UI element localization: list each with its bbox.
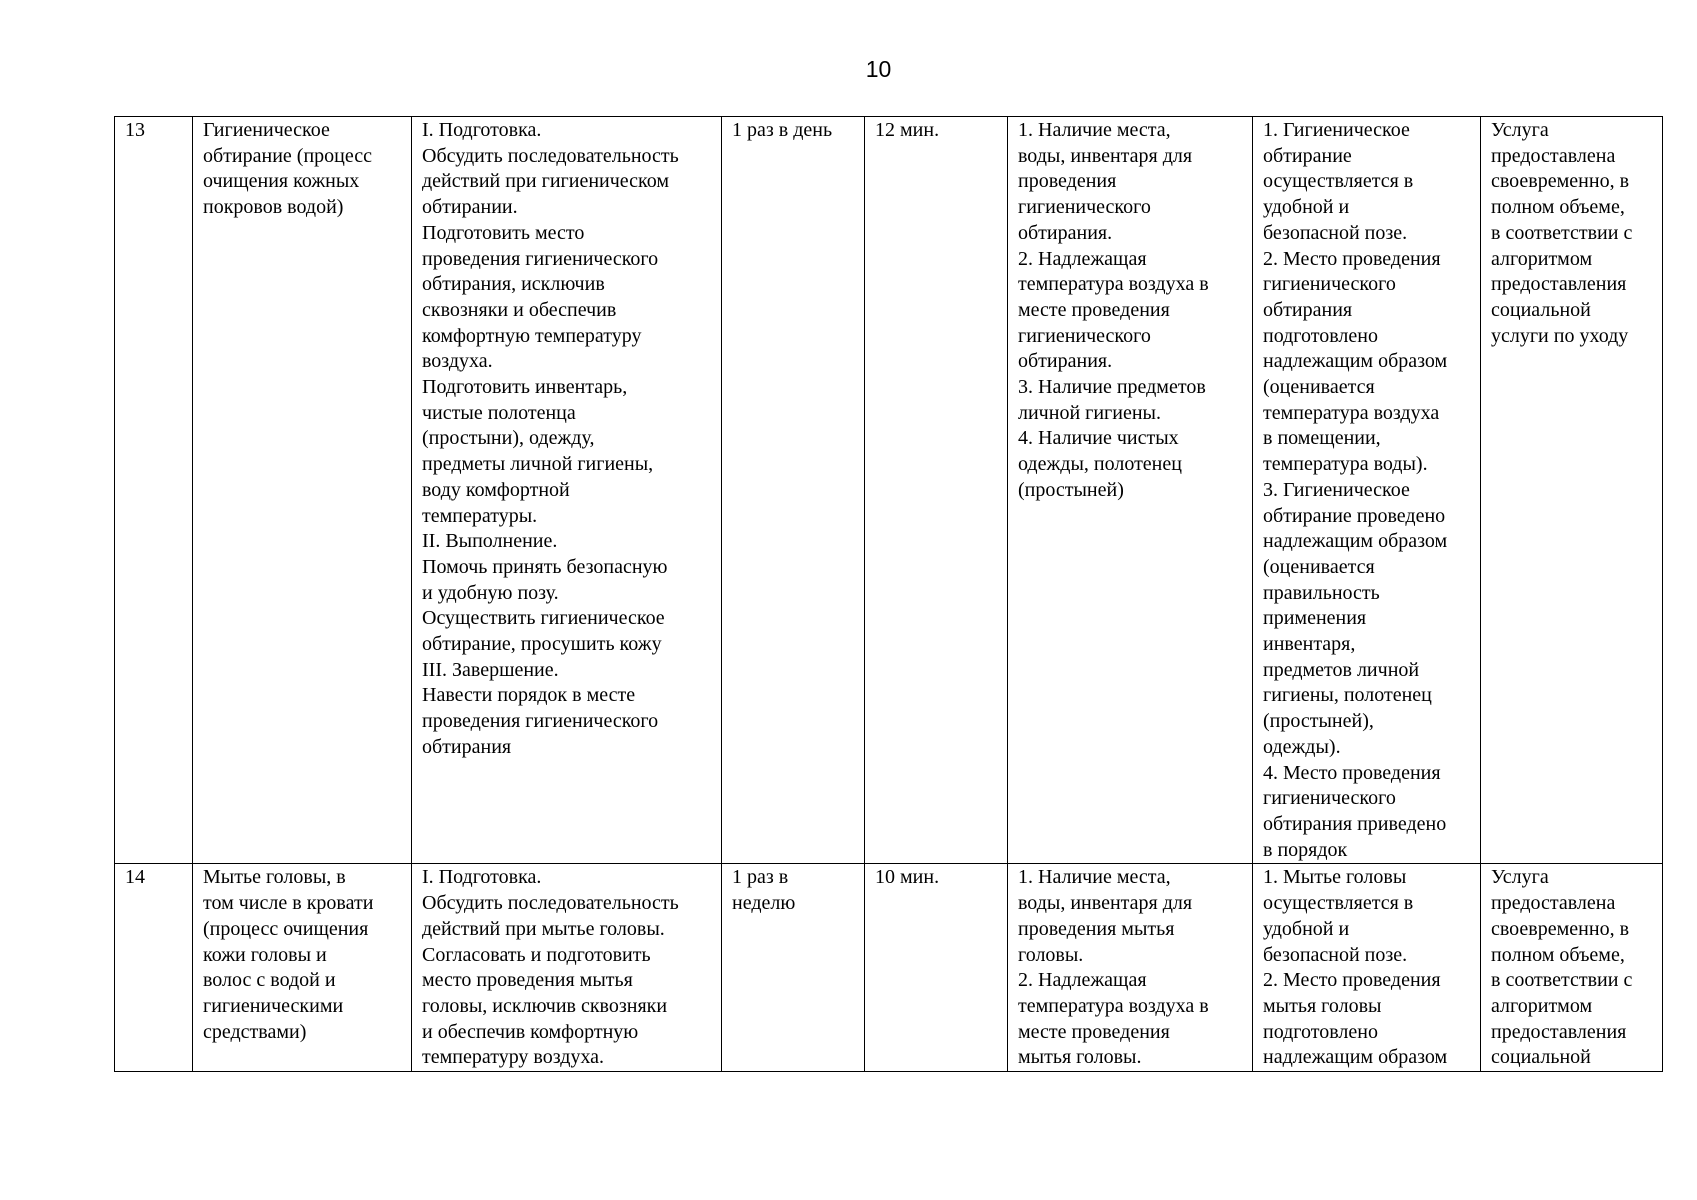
text-line: и удобную позу. <box>422 581 559 604</box>
text-line: удобной и <box>1263 196 1350 219</box>
page-number: 10 <box>865 56 892 82</box>
text-line: личной гигиены. <box>1018 401 1161 424</box>
text-line: гигиенического <box>1018 324 1151 347</box>
row-number-cell <box>115 117 193 864</box>
conditions-cell <box>1008 864 1253 1072</box>
text-line: надлежащим образом <box>1263 1046 1448 1069</box>
text-line: месте проведения <box>1018 1020 1170 1043</box>
text-line: волос с водой и <box>203 969 336 992</box>
text-line: (простыней), <box>1263 710 1374 733</box>
text-line: (процесс очищения <box>203 917 369 940</box>
text-line: воздуха. <box>422 350 493 373</box>
text-line: осуществляется в <box>1263 170 1414 193</box>
text-line: проведения <box>1018 170 1117 193</box>
text-line: в помещении, <box>1263 427 1381 450</box>
text-line: надлежащим образом <box>1263 530 1448 553</box>
result-cell <box>1481 864 1663 1072</box>
table-row <box>115 864 1663 1072</box>
text-line: полном объеме, <box>1491 196 1625 219</box>
text-line: предоставлена <box>1491 144 1616 167</box>
row-number-cell <box>115 864 193 1072</box>
text-line: обтирание (процесс <box>203 144 372 167</box>
frequency-text <box>732 865 854 916</box>
text-line: проведения гигиенического <box>422 710 659 733</box>
text-line: том числе в кровати <box>203 892 374 915</box>
text-line: 4. Место проведения <box>1263 761 1441 784</box>
quality-cell <box>1253 864 1481 1072</box>
text-line: Услуга <box>1491 119 1549 141</box>
text-line: температура воздуха в <box>1018 994 1209 1017</box>
text-line: Гигиеническое <box>203 119 330 141</box>
quality-cell <box>1253 117 1481 864</box>
text-line: одежды). <box>1263 735 1341 758</box>
duration-cell <box>865 117 1008 864</box>
text-line: гигиеническими <box>203 994 344 1017</box>
text-line: 1. Наличие места, <box>1018 119 1171 141</box>
text-line: услуги по уходу <box>1491 324 1629 347</box>
frequency-cell <box>722 864 865 1072</box>
text-line: гигиенического <box>1263 787 1396 810</box>
text-line: Услуга <box>1491 866 1549 889</box>
text-line: очищения кожных <box>203 170 360 193</box>
frequency-text <box>732 118 854 144</box>
text-line: обтирания. <box>1018 221 1113 244</box>
result-cell <box>1481 117 1663 864</box>
text-line: предметы личной гигиены, <box>422 453 654 476</box>
text-line: комфортную температуру <box>422 324 642 347</box>
text-line: своевременно, в <box>1491 917 1630 940</box>
text-line: воду комфортной <box>422 478 570 501</box>
text-line: средствами) <box>203 1020 307 1043</box>
result-text <box>1491 118 1652 349</box>
text-line: Подготовить место <box>422 221 585 244</box>
text-line: гигиенического <box>1018 196 1151 219</box>
text-line: и обеспечив комфортную <box>422 1020 639 1043</box>
services-table <box>114 116 1663 1072</box>
text-line: 1. Гигиеническое <box>1263 119 1410 141</box>
text-line: (оценивается <box>1263 376 1375 399</box>
text-line: применения <box>1263 607 1367 630</box>
text-line: Навести порядок в месте <box>422 684 636 707</box>
text-line: 10 мин. <box>875 866 940 889</box>
row-number: 14 <box>125 866 145 889</box>
text-line: 1 раз в день <box>732 119 833 141</box>
text-line: II. Выполнение. <box>422 530 558 553</box>
text-line: удобной и <box>1263 917 1350 940</box>
text-line: температуру воздуха. <box>422 1046 605 1069</box>
text-line: обтирания приведено <box>1263 812 1447 835</box>
text-line: 2. Надлежащая <box>1018 247 1147 270</box>
text-line: гигиенического <box>1263 273 1396 296</box>
row-number: 13 <box>125 119 145 141</box>
text-line: 3. Наличие предметов <box>1018 376 1206 399</box>
text-line: предоставления <box>1491 273 1627 296</box>
text-line: проведения гигиенического <box>422 247 659 270</box>
procedure-text <box>422 865 711 1071</box>
text-line: сквозняки и обеспечив <box>422 298 617 321</box>
duration-cell <box>865 864 1008 1072</box>
duration-text <box>875 118 997 144</box>
text-line: головы, исключив сквозняки <box>422 994 668 1017</box>
text-line: мытья головы. <box>1018 1046 1142 1069</box>
text-line: Подготовить инвентарь, <box>422 376 628 399</box>
text-line: одежды, полотенец <box>1018 453 1182 476</box>
service-name-cell <box>193 117 412 864</box>
text-line: подготовлено <box>1263 1020 1378 1043</box>
text-line: предметов личной <box>1263 658 1420 681</box>
text-line: температура воздуха в <box>1018 273 1209 296</box>
quality-text <box>1263 865 1470 1071</box>
result-text <box>1491 865 1652 1071</box>
text-line: правильность <box>1263 581 1380 604</box>
text-line: 1. Наличие места, <box>1018 866 1171 889</box>
text-line: гигиены, полотенец <box>1263 684 1432 707</box>
text-line: предоставления <box>1491 1020 1627 1043</box>
text-line: 2. Место проведения <box>1263 969 1441 992</box>
service-name <box>203 118 401 221</box>
text-line: (простыней) <box>1018 478 1124 501</box>
text-line: предоставлена <box>1491 892 1616 915</box>
text-line: место проведения мытья <box>422 969 633 992</box>
procedure-cell <box>412 117 722 864</box>
text-line: обтирания. <box>1018 350 1113 373</box>
text-line: Обсудить последовательность <box>422 892 679 915</box>
text-line: I. Подготовка. <box>422 866 542 889</box>
text-line: неделю <box>732 892 796 915</box>
conditions-text <box>1018 118 1242 504</box>
text-line: Согласовать и подготовить <box>422 943 651 966</box>
text-line: Осуществить гигиеническое <box>422 607 665 630</box>
text-line: обтирание проведено <box>1263 504 1446 527</box>
quality-text <box>1263 118 1470 863</box>
text-line: осуществляется в <box>1263 892 1414 915</box>
text-line: в соответствии с <box>1491 969 1633 992</box>
text-line: воды, инвентаря для <box>1018 892 1193 915</box>
text-line: Мытье головы, в <box>203 866 346 889</box>
service-name-cell <box>193 864 412 1072</box>
text-line: 1 раз в <box>732 866 789 889</box>
text-line: температуры. <box>422 504 538 527</box>
text-line: температура воздуха <box>1263 401 1440 424</box>
text-line: обтирания <box>1263 298 1353 321</box>
text-line: действий при гигиеническом <box>422 170 670 193</box>
text-line: покровов водой) <box>203 196 344 219</box>
text-line: безопасной позе. <box>1263 943 1408 966</box>
text-line: 2. Место проведения <box>1263 247 1441 270</box>
text-line: социальной <box>1491 298 1591 321</box>
text-line: в порядок <box>1263 838 1348 861</box>
text-line: полном объеме, <box>1491 943 1625 966</box>
text-line: проведения мытья <box>1018 917 1175 940</box>
text-line: обтирания, исключив <box>422 273 605 296</box>
text-line: обтирание, просушить кожу <box>422 633 662 656</box>
text-line: (оценивается <box>1263 555 1375 578</box>
text-line: обтирания <box>422 735 512 758</box>
text-line: безопасной позе. <box>1263 221 1408 244</box>
conditions-text <box>1018 865 1242 1071</box>
text-line: (простыни), одежду, <box>422 427 595 450</box>
text-line: мытья головы <box>1263 994 1382 1017</box>
text-line: действий при мытье головы. <box>422 917 665 940</box>
text-line: 3. Гигиеническое <box>1263 478 1410 501</box>
text-line: алгоритмом <box>1491 994 1593 1017</box>
text-line: в соответствии с <box>1491 221 1633 244</box>
text-line: I. Подготовка. <box>422 119 542 141</box>
text-line: 12 мин. <box>875 119 940 141</box>
text-line: своевременно, в <box>1491 170 1630 193</box>
text-line: 2. Надлежащая <box>1018 969 1147 992</box>
text-line: 4. Наличие чистых <box>1018 427 1179 450</box>
text-line: обтирание <box>1263 144 1352 167</box>
text-line: инвентаря, <box>1263 633 1356 656</box>
conditions-cell <box>1008 117 1253 864</box>
text-line: Обсудить последовательность <box>422 144 679 167</box>
procedure-text <box>422 118 711 761</box>
text-line: воды, инвентаря для <box>1018 144 1193 167</box>
table-row <box>115 117 1663 864</box>
text-line: месте проведения <box>1018 298 1170 321</box>
text-line: социальной <box>1491 1046 1591 1069</box>
text-line: 1. Мытье головы <box>1263 866 1407 889</box>
text-line: надлежащим образом <box>1263 350 1448 373</box>
text-line: чистые полотенца <box>422 401 576 424</box>
frequency-cell <box>722 117 865 864</box>
service-name <box>203 865 401 1045</box>
text-line: обтирании. <box>422 196 518 219</box>
text-line: температура воды). <box>1263 453 1428 476</box>
text-line: III. Завершение. <box>422 658 559 681</box>
text-line: Помочь принять безопасную <box>422 555 668 578</box>
text-line: головы. <box>1018 943 1084 966</box>
text-line: алгоритмом <box>1491 247 1593 270</box>
text-line: подготовлено <box>1263 324 1378 347</box>
procedure-cell <box>412 864 722 1072</box>
duration-text <box>875 865 997 891</box>
text-line: кожи головы и <box>203 943 327 966</box>
